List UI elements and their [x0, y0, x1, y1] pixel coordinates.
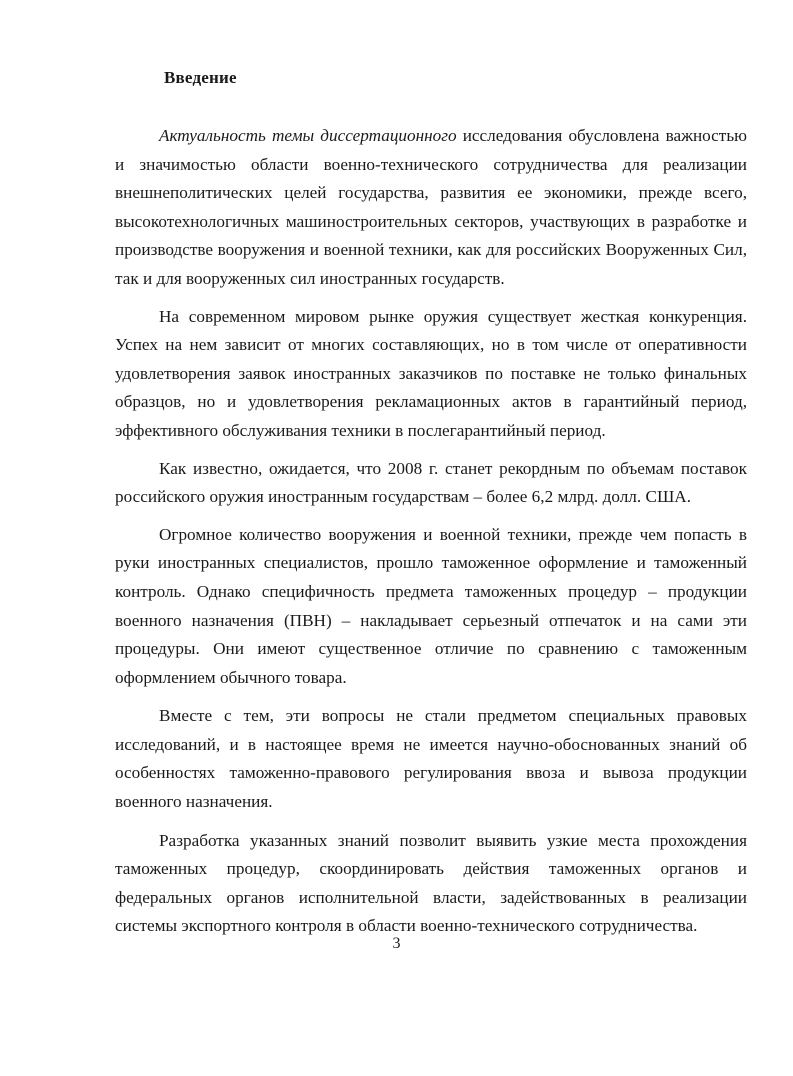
paragraph-1	[115, 122, 747, 294]
italic-lead-phrase: Актуальность темы диссертационного	[159, 126, 457, 145]
paragraph-4: Огромное количество вооружения и военной техники, прежде чем попасть в руки иностранных специалистов, прошло таможенное оформление и таможенный контроль. Однако специфичность предмета таможенных процедур – продукции военного назначения (ПВН) – накладывает серьезный отпечаток и на сами эти процедуры. Они имеют существенное отличие по сравнению с таможенным оформлением обычного товара.	[115, 524, 747, 687]
paragraph-3: Как известно, ожидается, что 2008 г. станет рекордным по объемам поставок российского оружия иностранным государствам – более 6,2 млрд. долл. США.	[115, 458, 747, 507]
page-number: 3	[392, 935, 401, 952]
paragraph-5: Вместе с тем, эти вопросы не стали предметом специальных правовых исследований, и в настоящее время не имеется научно-обоснованных знаний об особенностях таможенно-правового регулирования ввоза и вывоза продукции военного назначения.	[115, 706, 747, 812]
paragraph-1-text: исследования обусловлена важностью и значимостью области военно-технического сотрудничества для реализации внешнеполитических целей государства, развития ее экономики, прежде всего, высокотехнологичных машиностроительных секторов, участвующих в разработке и производстве вооружения и военной техники, как для российских Вооруженных Сил, так и для вооруженных сил иностранных государств.	[115, 126, 748, 288]
section-heading: Введение	[164, 68, 237, 87]
paragraph-6: Разработка указанных знаний позволит выявить узкие места прохождения таможенных процедур, скоординировать действия таможенных органов и федеральных органов исполнительной власти, задействованных в реализации системы экспортного контроля в области военно-технического сотрудничества.	[115, 830, 747, 936]
paragraph-2: На современном мировом рынке оружия существует жесткая конкуренция. Успех на нем зависит от многих составляющих, но в том числе от оперативности удовлетворения заявок иностранных заказчиков по поставке не только финальных образцов, но и удовлетворения рекламационных актов в гарантийный период, эффективного обслуживания техники в послегарантийный период.	[115, 306, 747, 440]
body-text	[115, 122, 747, 950]
